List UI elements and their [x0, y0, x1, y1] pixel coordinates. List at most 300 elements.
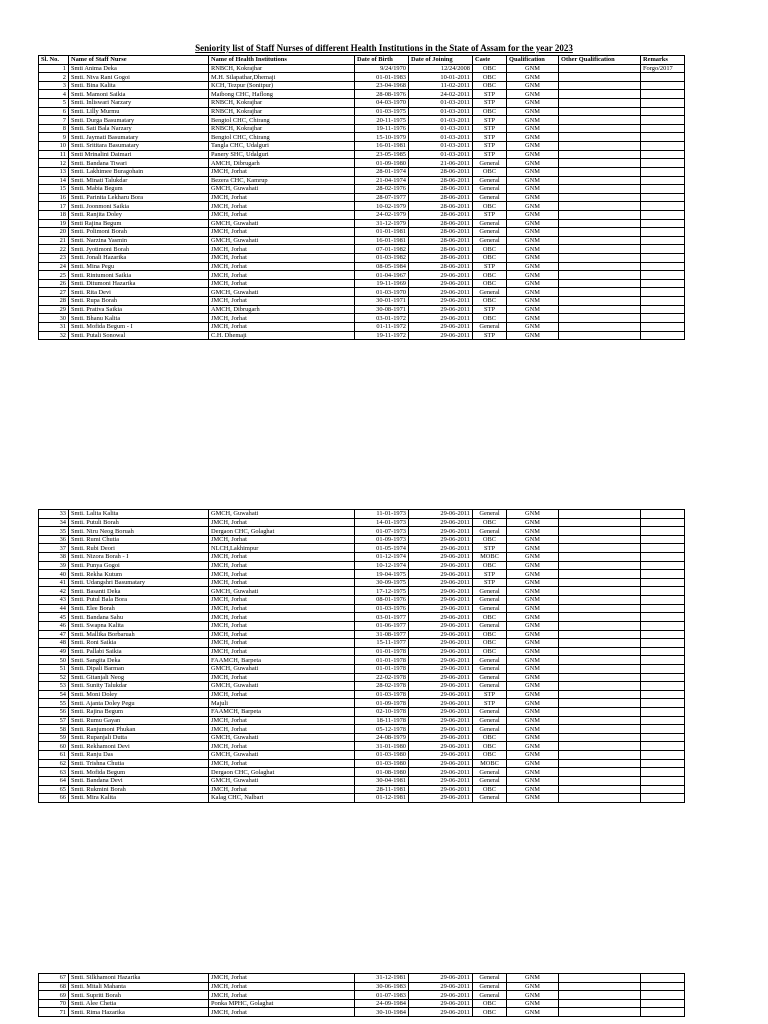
serial-number-cell: 13	[39, 167, 69, 176]
qualification-cell: GNM	[507, 288, 559, 297]
table-row	[39, 690, 685, 699]
date-of-birth-cell: 03-01-1972	[355, 314, 409, 323]
serial-number-cell: 35	[39, 527, 69, 536]
serial-number-cell: 66	[39, 794, 69, 803]
serial-number-cell: 61	[39, 751, 69, 760]
qualification-cell: GNM	[507, 510, 559, 519]
date-of-birth-cell: 01-09-1978	[355, 699, 409, 708]
date-of-birth-cell: 10-12-1974	[355, 561, 409, 570]
date-of-birth-cell: 16-01-1981	[355, 142, 409, 151]
qualification-cell: GNM	[507, 254, 559, 263]
other-qualification-cell	[559, 553, 641, 562]
health-institution-cell: RNBCH, Kokrajhar	[209, 107, 355, 116]
caste-cell: OBC	[473, 254, 507, 263]
table-row	[39, 254, 685, 263]
table-row	[39, 185, 685, 194]
staff-nurse-name-cell: Smti. Rekhamoni Devi	[69, 742, 209, 751]
remarks-cell	[641, 982, 685, 991]
serial-number-cell: 39	[39, 561, 69, 570]
table-row	[39, 553, 685, 562]
date-of-birth-cell: 10-02-1979	[355, 202, 409, 211]
date-of-joining-cell: 29-06-2011	[409, 535, 473, 544]
table-row	[39, 561, 685, 570]
qualification-cell: GNM	[507, 742, 559, 751]
caste-cell: General	[473, 228, 507, 237]
remarks-cell	[641, 742, 685, 751]
health-institution-cell: JMCH, Jorhat	[209, 982, 355, 991]
remarks-cell	[641, 510, 685, 519]
caste-cell: General	[473, 288, 507, 297]
staff-nurse-name-cell: Smti. Sati Bala Narzary	[69, 124, 209, 133]
table-row	[39, 785, 685, 794]
other-qualification-cell	[559, 219, 641, 228]
staff-nurse-name-cell: Smti. Supriti Borah	[69, 991, 209, 1000]
qualification-cell: GNM	[507, 305, 559, 314]
staff-nurse-name-cell: Smti. Mofida Begum - I	[69, 322, 209, 331]
qualification-cell: GNM	[507, 150, 559, 159]
caste-cell: OBC	[473, 733, 507, 742]
date-of-birth-cell: 01-08-1980	[355, 768, 409, 777]
health-institution-cell: Tangla CHC, Udalguri	[209, 142, 355, 151]
staff-nurse-name-cell: Smti. Lakhimee Buragohain	[69, 167, 209, 176]
serial-number-cell: 33	[39, 510, 69, 519]
health-institution-cell: JMCH, Jorhat	[209, 210, 355, 219]
remarks-cell	[641, 716, 685, 725]
staff-nurse-name-cell: Smti. Roni Saikia	[69, 639, 209, 648]
staff-nurse-name-cell: Smti. Moni Doley	[69, 690, 209, 699]
other-qualification-cell	[559, 99, 641, 108]
serial-number-cell: 44	[39, 604, 69, 613]
serial-number-cell: 59	[39, 733, 69, 742]
remarks-cell	[641, 596, 685, 605]
health-institution-cell: NLCH,Lakhimpur	[209, 544, 355, 553]
caste-cell: MOBC	[473, 759, 507, 768]
date-of-joining-cell: 29-06-2011	[409, 759, 473, 768]
date-of-birth-cell: 01-07-1973	[355, 527, 409, 536]
staff-nurse-name-cell: Smti. Niva Rani Gogoi	[69, 73, 209, 82]
qualification-cell: GNM	[507, 656, 559, 665]
qualification-cell: GNM	[507, 297, 559, 306]
date-of-joining-cell: 29-06-2011	[409, 768, 473, 777]
remarks-cell	[641, 90, 685, 99]
table-row	[39, 510, 685, 519]
qualification-cell: GNM	[507, 99, 559, 108]
date-of-joining-cell: 28-06-2011	[409, 262, 473, 271]
health-institution-cell: GMCH, Guwahati	[209, 664, 355, 673]
caste-cell: OBC	[473, 202, 507, 211]
qualification-cell: GNM	[507, 124, 559, 133]
qualification-cell: GNM	[507, 202, 559, 211]
other-qualification-cell	[559, 656, 641, 665]
table-row	[39, 245, 685, 254]
remarks-cell	[641, 647, 685, 656]
other-qualification-cell	[559, 176, 641, 185]
date-of-birth-cell: 28-02-1976	[355, 185, 409, 194]
staff-nurse-name-cell: Smti. Sunity Talukdar	[69, 682, 209, 691]
date-of-birth-cell: 01-07-1983	[355, 991, 409, 1000]
table-row	[39, 621, 685, 630]
table-row	[39, 73, 685, 82]
qualification-cell: GNM	[507, 604, 559, 613]
remarks-cell	[641, 690, 685, 699]
remarks-cell	[641, 167, 685, 176]
qualification-cell: GNM	[507, 974, 559, 983]
date-of-birth-cell: 03-01-1977	[355, 613, 409, 622]
other-qualification-cell	[559, 630, 641, 639]
table-row	[39, 288, 685, 297]
caste-cell: General	[473, 510, 507, 519]
seniority-table-1	[38, 55, 685, 340]
other-qualification-cell	[559, 768, 641, 777]
health-institution-cell: Bezera CHC, Kamrup	[209, 176, 355, 185]
date-of-birth-cell: 31-12-1979	[355, 219, 409, 228]
staff-nurse-name-cell: Smti. Elee Borah	[69, 604, 209, 613]
date-of-birth-cell: 19-11-1976	[355, 124, 409, 133]
other-qualification-cell	[559, 664, 641, 673]
qualification-cell: GNM	[507, 159, 559, 168]
table-row	[39, 604, 685, 613]
health-institution-cell: JMCH, Jorhat	[209, 716, 355, 725]
date-of-birth-cell: 07-01-1982	[355, 245, 409, 254]
date-of-birth-cell: 19-11-1972	[355, 331, 409, 340]
staff-nurse-name-cell: Smti. Rumu Gayan	[69, 716, 209, 725]
remarks-cell	[641, 613, 685, 622]
remarks-cell	[641, 656, 685, 665]
remarks-cell	[641, 664, 685, 673]
date-of-birth-cell: 01-12-1974	[355, 553, 409, 562]
remarks-cell	[641, 193, 685, 202]
staff-nurse-name-cell: Smti. Mofida Begum	[69, 768, 209, 777]
date-of-birth-cell: 31-01-1980	[355, 742, 409, 751]
date-of-joining-cell: 29-06-2011	[409, 664, 473, 673]
caste-cell: General	[473, 682, 507, 691]
remarks-cell	[641, 150, 685, 159]
caste-cell: STP	[473, 99, 507, 108]
date-of-joining-cell: 29-06-2011	[409, 716, 473, 725]
date-of-joining-cell: 01-03-2011	[409, 116, 473, 125]
date-of-birth-cell: 30-10-1984	[355, 1008, 409, 1017]
health-institution-cell: Kalag CHC, Nalbari	[209, 794, 355, 803]
date-of-birth-cell: 30-06-1983	[355, 982, 409, 991]
caste-cell: OBC	[473, 314, 507, 323]
table-row	[39, 124, 685, 133]
staff-nurse-name-cell: Smti. Inliswari Narzary	[69, 99, 209, 108]
serial-number-cell: 62	[39, 759, 69, 768]
staff-nurse-name-cell: Smti. Nizora Borah - I	[69, 553, 209, 562]
serial-number-cell: 22	[39, 245, 69, 254]
table-row	[39, 219, 685, 228]
remarks-cell	[641, 81, 685, 90]
health-institution-cell: FAAMCH, Barpeta	[209, 708, 355, 717]
staff-nurse-name-cell: Smti Anima Deka	[69, 64, 209, 73]
serial-number-cell: 9	[39, 133, 69, 142]
table-row	[39, 81, 685, 90]
caste-cell: OBC	[473, 297, 507, 306]
date-of-joining-cell: 29-06-2011	[409, 322, 473, 331]
table-row	[39, 176, 685, 185]
serial-number-cell: 7	[39, 116, 69, 125]
table-row	[39, 664, 685, 673]
qualification-cell: GNM	[507, 630, 559, 639]
health-institution-cell: JMCH, Jorhat	[209, 561, 355, 570]
remarks-cell	[641, 279, 685, 288]
other-qualification-cell	[559, 107, 641, 116]
table-row	[39, 974, 685, 983]
staff-nurse-name-cell: Smti. Jaymati Basumatary	[69, 133, 209, 142]
caste-cell: General	[473, 587, 507, 596]
caste-cell: General	[473, 656, 507, 665]
staff-nurse-name-cell: Smti. Basanti Deka	[69, 587, 209, 596]
serial-number-cell: 32	[39, 331, 69, 340]
date-of-birth-cell: 05-12-1978	[355, 725, 409, 734]
qualification-cell: GNM	[507, 570, 559, 579]
qualification-cell: GNM	[507, 81, 559, 90]
table-row	[39, 682, 685, 691]
qualification-cell: GNM	[507, 999, 559, 1008]
caste-cell: STP	[473, 690, 507, 699]
caste-cell: OBC	[473, 81, 507, 90]
serial-number-cell: 23	[39, 254, 69, 263]
remarks-cell	[641, 331, 685, 340]
date-of-birth-cell: 31-12-1981	[355, 974, 409, 983]
caste-cell: STP	[473, 116, 507, 125]
health-institution-cell: Dergaon CHC, Golaghat	[209, 527, 355, 536]
date-of-birth-cell: 23-05-1985	[355, 150, 409, 159]
date-of-joining-cell: 29-06-2011	[409, 314, 473, 323]
date-of-birth-cell: 16-01-1981	[355, 236, 409, 245]
qualification-cell: GNM	[507, 708, 559, 717]
other-qualification-cell	[559, 142, 641, 151]
remarks-cell	[641, 262, 685, 271]
health-institution-cell: JMCH, Jorhat	[209, 245, 355, 254]
staff-nurse-name-cell: Smti. Udangshri Basumatary	[69, 578, 209, 587]
caste-cell: OBC	[473, 630, 507, 639]
health-institution-cell: JMCH, Jorhat	[209, 785, 355, 794]
serial-number-cell: 48	[39, 639, 69, 648]
caste-cell: General	[473, 974, 507, 983]
other-qualification-cell	[559, 733, 641, 742]
table-row	[39, 236, 685, 245]
serial-number-cell: 17	[39, 202, 69, 211]
serial-number-cell: 5	[39, 99, 69, 108]
other-qualification-cell	[559, 124, 641, 133]
other-qualification-cell	[559, 254, 641, 263]
other-qualification-cell	[559, 245, 641, 254]
other-qualification-cell	[559, 639, 641, 648]
remarks-cell	[641, 271, 685, 280]
qualification-cell: GNM	[507, 759, 559, 768]
table-row	[39, 794, 685, 803]
date-of-birth-cell: 17-12-1975	[355, 587, 409, 596]
date-of-joining-cell: 11-02-2011	[409, 81, 473, 90]
caste-cell: OBC	[473, 742, 507, 751]
qualification-cell: GNM	[507, 544, 559, 553]
table-row	[39, 647, 685, 656]
staff-nurse-name-cell: Smti. Silkhamoni Hazarika	[69, 974, 209, 983]
date-of-joining-cell: 28-06-2011	[409, 202, 473, 211]
health-institution-cell: JMCH, Jorhat	[209, 167, 355, 176]
remarks-cell	[641, 578, 685, 587]
health-institution-cell: GMCH, Guwahati	[209, 185, 355, 194]
date-of-birth-cell: 01-04-1967	[355, 271, 409, 280]
qualification-cell: GNM	[507, 142, 559, 151]
caste-cell: General	[473, 794, 507, 803]
staff-nurse-name-cell: Smti. Jonali Hazarika	[69, 254, 209, 263]
date-of-birth-cell: 01-01-1981	[355, 228, 409, 237]
remarks-cell	[641, 974, 685, 983]
staff-nurse-name-cell: Smti. Dipali Barman	[69, 664, 209, 673]
serial-number-cell: 8	[39, 124, 69, 133]
staff-nurse-name-cell: Smti. Bandana Tiwari	[69, 159, 209, 168]
serial-number-cell: 57	[39, 716, 69, 725]
other-qualification-cell	[559, 578, 641, 587]
staff-nurse-name-cell: Smti. Ranju Das	[69, 751, 209, 760]
table-row	[39, 210, 685, 219]
caste-cell: STP	[473, 133, 507, 142]
caste-cell: STP	[473, 90, 507, 99]
health-institution-cell: Panery SHC, Udalguri	[209, 150, 355, 159]
date-of-joining-cell: 29-06-2011	[409, 708, 473, 717]
other-qualification-cell	[559, 974, 641, 983]
table-row	[39, 271, 685, 280]
staff-nurse-name-cell: Smti. Rukmini Borah	[69, 785, 209, 794]
staff-nurse-name-cell: Smti. Alee Chetia	[69, 999, 209, 1008]
table-row	[39, 759, 685, 768]
serial-number-cell: 38	[39, 553, 69, 562]
date-of-birth-cell: 14-01-1973	[355, 518, 409, 527]
remarks-cell	[641, 999, 685, 1008]
caste-cell: STP	[473, 262, 507, 271]
serial-number-cell: 67	[39, 974, 69, 983]
date-of-joining-cell: 28-06-2011	[409, 193, 473, 202]
remarks-cell	[641, 630, 685, 639]
qualification-cell: GNM	[507, 193, 559, 202]
health-institution-cell: JMCH, Jorhat	[209, 613, 355, 622]
qualification-cell: GNM	[507, 553, 559, 562]
date-of-birth-cell: 01-06-1977	[355, 621, 409, 630]
staff-nurse-name-cell: Smti. Trishna Chutia	[69, 759, 209, 768]
header-date-of-birth: Date of Birth	[355, 56, 409, 65]
caste-cell: STP	[473, 331, 507, 340]
qualification-cell: GNM	[507, 699, 559, 708]
header-remarks: Remarks	[641, 56, 685, 65]
serial-number-cell: 43	[39, 596, 69, 605]
caste-cell: OBC	[473, 785, 507, 794]
health-institution-cell: GMCH, Guwahati	[209, 510, 355, 519]
other-qualification-cell	[559, 236, 641, 245]
serial-number-cell: 40	[39, 570, 69, 579]
remarks-cell	[641, 142, 685, 151]
other-qualification-cell	[559, 150, 641, 159]
serial-number-cell: 15	[39, 185, 69, 194]
health-institution-cell: JMCH, Jorhat	[209, 630, 355, 639]
caste-cell: STP	[473, 150, 507, 159]
date-of-joining-cell: 29-06-2011	[409, 331, 473, 340]
date-of-joining-cell: 29-06-2011	[409, 751, 473, 760]
serial-number-cell: 18	[39, 210, 69, 219]
table-row	[39, 999, 685, 1008]
caste-cell: OBC	[473, 279, 507, 288]
serial-number-cell: 49	[39, 647, 69, 656]
remarks-cell	[641, 305, 685, 314]
date-of-joining-cell: 12/24/2008	[409, 64, 473, 73]
remarks-cell	[641, 133, 685, 142]
health-institution-cell: Dergaon CHC, Golaghat	[209, 768, 355, 777]
serial-number-cell: 2	[39, 73, 69, 82]
serial-number-cell: 54	[39, 690, 69, 699]
date-of-birth-cell: 01-01-1978	[355, 656, 409, 665]
serial-number-cell: 42	[39, 587, 69, 596]
staff-nurse-name-cell: Smti. Bandana Devi	[69, 776, 209, 785]
other-qualification-cell	[559, 90, 641, 99]
qualification-cell: GNM	[507, 621, 559, 630]
seniority-table-3	[38, 973, 685, 1017]
other-qualification-cell	[559, 561, 641, 570]
other-qualification-cell	[559, 305, 641, 314]
remarks-cell	[641, 116, 685, 125]
caste-cell: STP	[473, 124, 507, 133]
date-of-birth-cell: 28-08-1976	[355, 90, 409, 99]
staff-nurse-name-cell: Smti. Mitali Mahanta	[69, 982, 209, 991]
staff-nurse-name-cell: Smti. Lilly Murmu	[69, 107, 209, 116]
health-institution-cell: JMCH, Jorhat	[209, 991, 355, 1000]
remarks-cell	[641, 1008, 685, 1017]
qualification-cell: GNM	[507, 991, 559, 1000]
caste-cell: General	[473, 185, 507, 194]
table-row	[39, 596, 685, 605]
qualification-cell: GNM	[507, 167, 559, 176]
table-row	[39, 314, 685, 323]
date-of-birth-cell: 01-03-1970	[355, 288, 409, 297]
caste-cell: General	[473, 527, 507, 536]
date-of-joining-cell: 29-06-2011	[409, 742, 473, 751]
table-row	[39, 613, 685, 622]
date-of-joining-cell: 29-06-2011	[409, 288, 473, 297]
serial-number-cell: 63	[39, 768, 69, 777]
date-of-joining-cell: 29-06-2011	[409, 570, 473, 579]
remarks-cell	[641, 725, 685, 734]
date-of-birth-cell: 01-05-1974	[355, 544, 409, 553]
staff-nurse-name-cell: Smti. Rima Hazarika	[69, 1008, 209, 1017]
serial-number-cell: 19	[39, 219, 69, 228]
date-of-joining-cell: 29-06-2011	[409, 647, 473, 656]
table-row	[39, 142, 685, 151]
qualification-cell: GNM	[507, 90, 559, 99]
staff-nurse-name-cell: Smti. Ditumoni Hazarika	[69, 279, 209, 288]
date-of-joining-cell: 29-06-2011	[409, 725, 473, 734]
health-institution-cell: RNBCH, Kokrajhar	[209, 124, 355, 133]
remarks-cell	[641, 991, 685, 1000]
health-institution-cell: JMCH, Jorhat	[209, 297, 355, 306]
serial-number-cell: 52	[39, 673, 69, 682]
remarks-cell	[641, 185, 685, 194]
remarks-cell	[641, 236, 685, 245]
date-of-birth-cell: 19-11-1969	[355, 279, 409, 288]
caste-cell: General	[473, 219, 507, 228]
staff-nurse-name-cell: Smti. Parinita Lekharu Bora	[69, 193, 209, 202]
table-row	[39, 725, 685, 734]
date-of-joining-cell: 28-06-2011	[409, 236, 473, 245]
other-qualification-cell	[559, 81, 641, 90]
date-of-birth-cell: 31-08-1977	[355, 630, 409, 639]
other-qualification-cell	[559, 210, 641, 219]
serial-number-cell: 16	[39, 193, 69, 202]
qualification-cell: GNM	[507, 690, 559, 699]
caste-cell: STP	[473, 305, 507, 314]
other-qualification-cell	[559, 288, 641, 297]
staff-nurse-name-cell: Smti. Punya Gogoi	[69, 561, 209, 570]
health-institution-cell: GMCH, Guwahati	[209, 776, 355, 785]
